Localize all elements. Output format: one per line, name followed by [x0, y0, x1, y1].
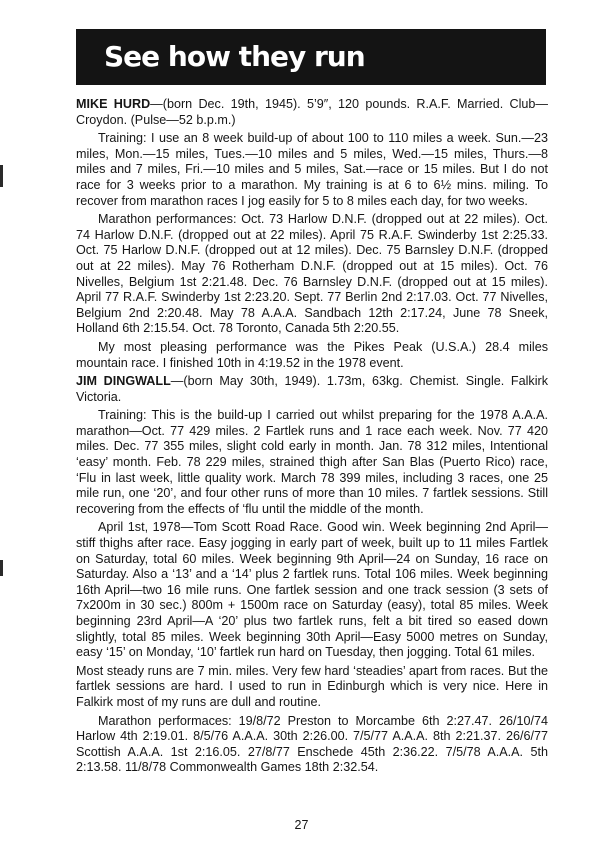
runner-details: —(born May 30th, 1949). 1.73m, 63kg. Chemist. Single. Falkirk Victoria. — [76, 374, 548, 404]
marathon-performances-paragraph: Marathon performaces: 19/8/72 Preston to Morcambe 6th 2:27.47. 26/10/74 Harlow 4th 2:19.01. 8/5/76 A.A.A. 30th 2:26.00. 7/5/77 A.A.A. 8th 2:21.37. 26/6/77 Scottish A.A.A. 1st 2:16.05. 27/8/77 Enschede 45th 2:36.22. 7/5/78 A.A.A. 5th 2:13.58. 11/8/78 Commonwealth Games 18th 2:32.54. — [76, 713, 548, 775]
runner-intro-paragraph — [76, 97, 548, 128]
scan-edge-mark — [0, 165, 3, 187]
scan-edge-mark — [0, 560, 3, 576]
title-banner — [76, 29, 546, 85]
runner-name: JIM DINGWALL — [76, 374, 171, 389]
runner-intro-paragraph — [76, 374, 548, 405]
training-paragraph: Training: This is the build-up I carried out whilst preparing for the 1978 A.A.A. marathon—Oct. 77 429 miles. 2 Fartlek runs and 1 race each week. Nov. 77 420 miles. Dec. 77 355 miles, slight cold early in month. Jan. 78 312 miles, Intentional ‘easy’ month. Feb. 78 229 miles, strained thigh after San Blas (Puerto Rico) race, ‘Flu in last week, little quality work. March 78 399 miles, including 3 races, one 25 mile run, one ‘20’, and four other runs of more than 10 miles. 7 fartlek sessions. Still recovering from the effects of ‘flu until the middle of the month. — [76, 408, 548, 516]
runner-name: MIKE HURD — [76, 97, 151, 111]
runner-details: —(born Dec. 19th, 1945). 5’9″, 120 pounds. R.A.F. Married. Club—Croydon. (Pulse—52 b.p.m.) — [76, 97, 548, 127]
page-title: See how they run — [104, 40, 365, 73]
steady-runs-paragraph: Most steady runs are 7 min. miles. Very few hard ‘steadies’ apart from races. But the fartlek sessions are hard. I used to run in Edinburgh which is very nice. Here in Falkirk most of my runs are dull and routine. — [76, 663, 548, 709]
marathon-performances-paragraph: Marathon performances: Oct. 73 Harlow D.N.F. (dropped out at 22 miles). Oct. 74 Harlow D.N.F. (dropped out at 22 miles). April 75 R.A.F. Swinderby 1st 2:25.33. Oct. 75 Harlow D.N.F. (dropped out at 12 miles). Dec. 75 Barnsley D.N.F. (dropped out at 22 miles). May 76 Rotherham D.N.F. (dropped out at 15 miles). Oct. 76 Nivelles, Belgium 1st 2:21.48. Dec. 76 Barnsley D.N.F. (dropped out at 15 miles). April 77 R.A.F. Swinderby 1st 2:23.20. Sept. 77 Berlin 2nd 2:17.03. Oct. 77 Nivelles, Belgium 2nd 2:20.48. May 78 A.A.A. Sandbach 12th 2:17.24, June 78 Sneek, Holland 6th 2:15.54. Oct. 78 Toronto, Canada 5th 2:20.55. — [76, 212, 548, 336]
pleasing-performance-paragraph: My most pleasing performance was the Pikes Peak (U.S.A.) 28.4 miles mountain race. I finished 10th in 4:19.52 in the 1978 event. — [76, 339, 548, 370]
article-body — [76, 97, 548, 779]
training-paragraph: Training: I use an 8 week build-up of about 100 to 110 miles a week. Sun.—23 miles, Mon.—15 miles, Tues.—10 miles and 5 miles, Wed.—15 miles, Thurs.—8 miles and 7 miles, Fri.—10 miles and 5 miles, Sat.—race or 15 miles. But I do not race for 3 weeks prior to a marathon. My training is at 6 to 6½ mins. miling. To recover from marathon races I jog easily for 5 to 8 miles each day, for two weeks. — [76, 131, 548, 208]
weekly-log-paragraph: April 1st, 1978—Tom Scott Road Race. Good win. Week beginning 2nd April—stiff thighs after race. Easy jogging in early part of week, built up to 11 miles Fartlek on Saturday, total 60 miles. Week beginning 9th April—24 on Sunday, 16 race on Saturday. Also a ‘13’ and a ‘14’ plus 2 fartlek runs. Total 106 miles. Week beginning 16th April—two 16 mile runs. One fartlek session and one track session (3 sets of 7x200m in 30 sec.) 800m + 1500m race on Saturday (easy), total 85 miles. Week beginning 23rd April—A ‘20’ plus two fartlek runs, felt a bit tired so eased down slightly, total 85 miles. Week beginning 30th April—Easy 5000 metres on Sunday, easy ‘15’ on Monday, ‘10’ fartlek run hard on Tuesday, then jogging. Total 61 miles. — [76, 520, 548, 660]
page-number: 27 — [294, 818, 309, 832]
